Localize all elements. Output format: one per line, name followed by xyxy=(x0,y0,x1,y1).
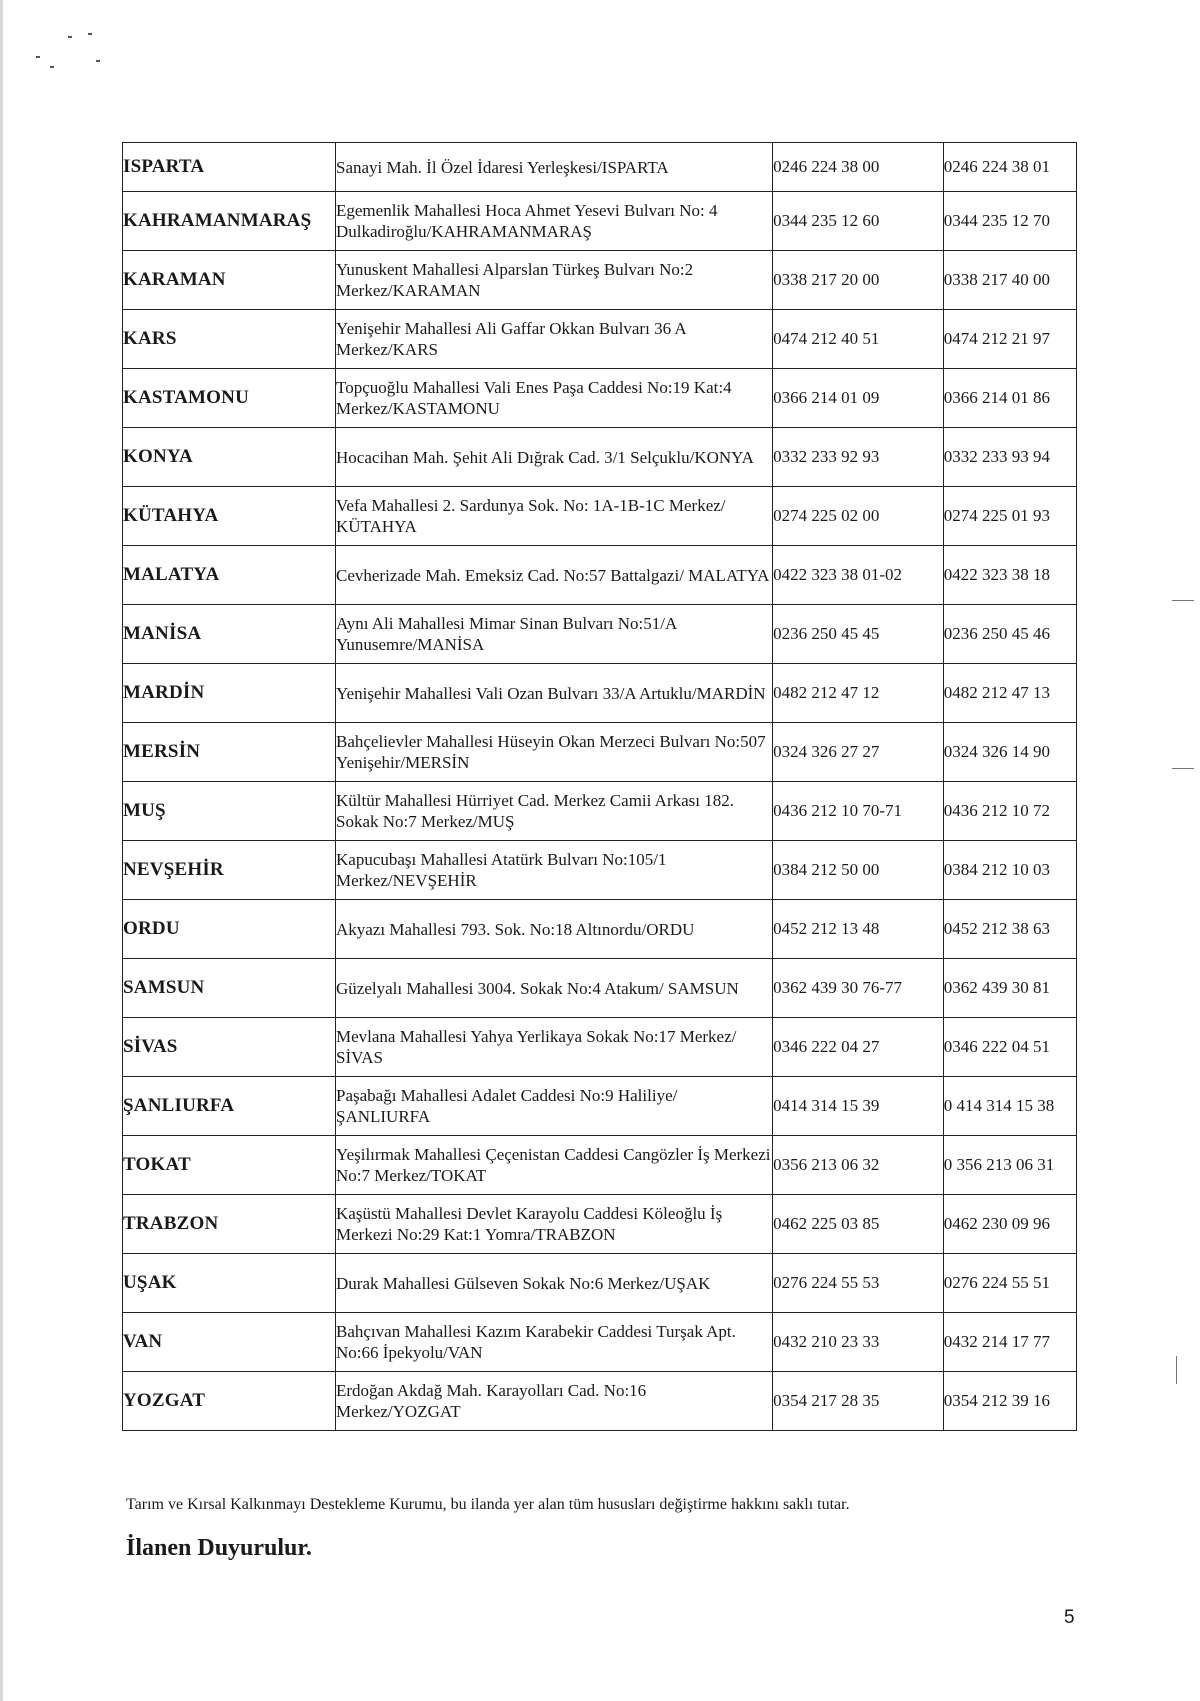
page-number: 5 xyxy=(1064,1607,1075,1628)
phone-cell: 0332 233 92 93 xyxy=(773,428,944,487)
city-cell: MANİSA xyxy=(123,605,336,664)
scan-mark xyxy=(50,66,54,68)
city-cell: ISPARTA xyxy=(123,143,336,192)
city-cell: SAMSUN xyxy=(123,959,336,1018)
table-row xyxy=(123,310,1077,369)
phone-cell: 0246 224 38 00 xyxy=(773,143,944,192)
page-edge xyxy=(0,0,3,1701)
fax-cell: 0366 214 01 86 xyxy=(943,369,1076,428)
scan-mark xyxy=(36,56,40,58)
phone-cell: 0338 217 20 00 xyxy=(773,251,944,310)
phone-cell: 0274 225 02 00 xyxy=(773,487,944,546)
table-row xyxy=(123,782,1077,841)
closing-statement: İlanen Duyurulur. xyxy=(126,1535,312,1561)
scan-mark xyxy=(96,60,100,62)
phone-cell: 0462 225 03 85 xyxy=(773,1195,944,1254)
address-cell: Kapucubaşı Mahallesi Atatürk Bulvarı No:105/1 Merkez/NEVŞEHİR xyxy=(336,841,773,900)
fax-cell: 0384 212 10 03 xyxy=(943,841,1076,900)
table-row xyxy=(123,1372,1077,1431)
phone-cell: 0356 213 06 32 xyxy=(773,1136,944,1195)
city-cell: KASTAMONU xyxy=(123,369,336,428)
city-cell: KARS xyxy=(123,310,336,369)
table-row xyxy=(123,723,1077,782)
scan-mark xyxy=(88,33,92,35)
phone-cell: 0414 314 15 39 xyxy=(773,1077,944,1136)
fax-cell: 0462 230 09 96 xyxy=(943,1195,1076,1254)
city-cell: TOKAT xyxy=(123,1136,336,1195)
address-cell: Mevlana Mahallesi Yahya Yerlikaya Sokak No:17 Merkez/ SİVAS xyxy=(336,1018,773,1077)
fax-cell: 0422 323 38 18 xyxy=(943,546,1076,605)
phone-cell: 0276 224 55 53 xyxy=(773,1254,944,1313)
fax-cell: 0274 225 01 93 xyxy=(943,487,1076,546)
table-row xyxy=(123,841,1077,900)
scan-mark xyxy=(68,36,72,38)
fax-cell: 0 356 213 06 31 xyxy=(943,1136,1076,1195)
fax-cell: 0344 235 12 70 xyxy=(943,192,1076,251)
address-cell: Erdoğan Akdağ Mah. Karayolları Cad. No:16 Merkez/YOZGAT xyxy=(336,1372,773,1431)
address-cell: Paşabağı Mahallesi Adalet Caddesi No:9 Haliliye/ ŞANLIURFA xyxy=(336,1077,773,1136)
city-cell: MARDİN xyxy=(123,664,336,723)
address-cell: Aynı Ali Mahallesi Mimar Sinan Bulvarı No:51/A Yunusemre/MANİSA xyxy=(336,605,773,664)
city-cell: MUŞ xyxy=(123,782,336,841)
address-cell: Vefa Mahallesi 2. Sardunya Sok. No: 1A-1B-1C Merkez/ KÜTAHYA xyxy=(336,487,773,546)
address-cell: Cevherizade Mah. Emeksiz Cad. No:57 Battalgazi/ MALATYA xyxy=(336,546,773,605)
address-cell: Yenişehir Mahallesi Ali Gaffar Okkan Bulvarı 36 A Merkez/KARS xyxy=(336,310,773,369)
city-cell: NEVŞEHİR xyxy=(123,841,336,900)
table-row xyxy=(123,1195,1077,1254)
fax-cell: 0362 439 30 81 xyxy=(943,959,1076,1018)
city-cell: ORDU xyxy=(123,900,336,959)
city-cell: SİVAS xyxy=(123,1018,336,1077)
phone-cell: 0422 323 38 01-02 xyxy=(773,546,944,605)
phone-cell: 0452 212 13 48 xyxy=(773,900,944,959)
fax-cell: 0452 212 38 63 xyxy=(943,900,1076,959)
address-cell: Bahçıvan Mahallesi Kazım Karabekir Caddesi Turşak Apt. No:66 İpekyolu/VAN xyxy=(336,1313,773,1372)
table-row xyxy=(123,546,1077,605)
fax-cell: 0436 212 10 72 xyxy=(943,782,1076,841)
offices-table-body xyxy=(123,143,1077,1431)
table-row xyxy=(123,1018,1077,1077)
phone-cell: 0236 250 45 45 xyxy=(773,605,944,664)
address-cell: Yunuskent Mahallesi Alparslan Türkeş Bulvarı No:2 Merkez/KARAMAN xyxy=(336,251,773,310)
address-cell: Bahçelievler Mahallesi Hüseyin Okan Merzeci Bulvarı No:507 Yenişehir/MERSİN xyxy=(336,723,773,782)
margin-tick xyxy=(1172,768,1194,769)
city-cell: KONYA xyxy=(123,428,336,487)
margin-tick xyxy=(1176,1356,1177,1384)
table-row xyxy=(123,1077,1077,1136)
table-row xyxy=(123,605,1077,664)
address-cell: Hocacihan Mah. Şehit Ali Dığrak Cad. 3/1 Selçuklu/KONYA xyxy=(336,428,773,487)
phone-cell: 0324 326 27 27 xyxy=(773,723,944,782)
table-row xyxy=(123,1254,1077,1313)
city-cell: TRABZON xyxy=(123,1195,336,1254)
address-cell: Yenişehir Mahallesi Vali Ozan Bulvarı 33/A Artuklu/MARDİN xyxy=(336,664,773,723)
address-cell: Kaşüstü Mahallesi Devlet Karayolu Caddesi Köleoğlu İş Merkezi No:29 Kat:1 Yomra/TRABZON xyxy=(336,1195,773,1254)
address-cell: Güzelyalı Mahallesi 3004. Sokak No:4 Atakum/ SAMSUN xyxy=(336,959,773,1018)
phone-cell: 0344 235 12 60 xyxy=(773,192,944,251)
address-cell: Kültür Mahallesi Hürriyet Cad. Merkez Camii Arkası 182. Sokak No:7 Merkez/MUŞ xyxy=(336,782,773,841)
city-cell: MALATYA xyxy=(123,546,336,605)
address-cell: Yeşilırmak Mahallesi Çeçenistan Caddesi Cangözler İş Merkezi No:7 Merkez/TOKAT xyxy=(336,1136,773,1195)
table-row xyxy=(123,900,1077,959)
fax-cell: 0246 224 38 01 xyxy=(943,143,1076,192)
city-cell: YOZGAT xyxy=(123,1372,336,1431)
table-row xyxy=(123,428,1077,487)
table-row xyxy=(123,959,1077,1018)
fax-cell: 0474 212 21 97 xyxy=(943,310,1076,369)
fax-cell: 0354 212 39 16 xyxy=(943,1372,1076,1431)
fax-cell: 0 414 314 15 38 xyxy=(943,1077,1076,1136)
fax-cell: 0324 326 14 90 xyxy=(943,723,1076,782)
fax-cell: 0346 222 04 51 xyxy=(943,1018,1076,1077)
address-cell: Durak Mahallesi Gülseven Sokak No:6 Merkez/UŞAK xyxy=(336,1254,773,1313)
fax-cell: 0432 214 17 77 xyxy=(943,1313,1076,1372)
table-row xyxy=(123,192,1077,251)
address-cell: Akyazı Mahallesi 793. Sok. No:18 Altınordu/ORDU xyxy=(336,900,773,959)
offices-table xyxy=(122,142,1077,1431)
phone-cell: 0354 217 28 35 xyxy=(773,1372,944,1431)
city-cell: UŞAK xyxy=(123,1254,336,1313)
table-row xyxy=(123,369,1077,428)
table-row xyxy=(123,251,1077,310)
margin-tick xyxy=(1172,600,1194,601)
address-cell: Sanayi Mah. İl Özel İdaresi Yerleşkesi/ISPARTA xyxy=(336,143,773,192)
address-cell: Egemenlik Mahallesi Hoca Ahmet Yesevi Bulvarı No: 4 Dulkadiroğlu/KAHRAMANMARAŞ xyxy=(336,192,773,251)
phone-cell: 0436 212 10 70-71 xyxy=(773,782,944,841)
phone-cell: 0362 439 30 76-77 xyxy=(773,959,944,1018)
table-row xyxy=(123,143,1077,192)
table-row xyxy=(123,664,1077,723)
phone-cell: 0474 212 40 51 xyxy=(773,310,944,369)
city-cell: MERSİN xyxy=(123,723,336,782)
city-cell: KAHRAMANMARAŞ xyxy=(123,192,336,251)
footnote: Tarım ve Kırsal Kalkınmayı Destekleme Kurumu, bu ilanda yer alan tüm hususları değiştirme hakkını saklı tutar. xyxy=(126,1496,850,1513)
phone-cell: 0384 212 50 00 xyxy=(773,841,944,900)
city-cell: KÜTAHYA xyxy=(123,487,336,546)
phone-cell: 0346 222 04 27 xyxy=(773,1018,944,1077)
fax-cell: 0236 250 45 46 xyxy=(943,605,1076,664)
table-row xyxy=(123,1136,1077,1195)
phone-cell: 0366 214 01 09 xyxy=(773,369,944,428)
fax-cell: 0276 224 55 51 xyxy=(943,1254,1076,1313)
city-cell: KARAMAN xyxy=(123,251,336,310)
table-row xyxy=(123,487,1077,546)
phone-cell: 0432 210 23 33 xyxy=(773,1313,944,1372)
phone-cell: 0482 212 47 12 xyxy=(773,664,944,723)
fax-cell: 0332 233 93 94 xyxy=(943,428,1076,487)
fax-cell: 0482 212 47 13 xyxy=(943,664,1076,723)
address-cell: Topçuoğlu Mahallesi Vali Enes Paşa Caddesi No:19 Kat:4 Merkez/KASTAMONU xyxy=(336,369,773,428)
fax-cell: 0338 217 40 00 xyxy=(943,251,1076,310)
city-cell: VAN xyxy=(123,1313,336,1372)
city-cell: ŞANLIURFA xyxy=(123,1077,336,1136)
table-row xyxy=(123,1313,1077,1372)
